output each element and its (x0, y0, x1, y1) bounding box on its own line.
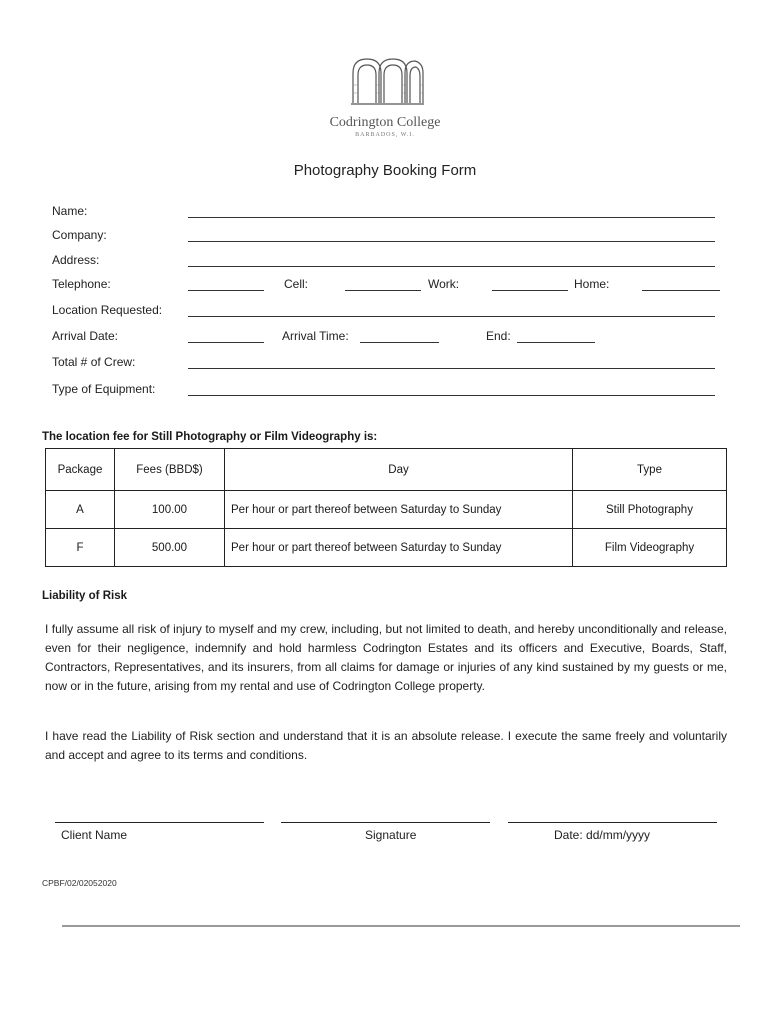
date-line[interactable] (508, 822, 717, 823)
crew-field[interactable] (188, 368, 715, 369)
form-title: Photography Booking Form (293, 162, 477, 179)
location-label: Location Requested: (52, 303, 163, 317)
day-cell: Per hour or part thereof between Saturday to Sunday (225, 529, 573, 567)
company-field[interactable] (188, 241, 715, 242)
cell-label: Cell: (284, 277, 309, 291)
type-cell: Still Photography (573, 491, 727, 529)
cell-field[interactable] (345, 290, 421, 291)
company-label: Company: (52, 228, 107, 242)
form-reference-code: CPBF/02/02052020 (42, 878, 117, 888)
package-cell: A (46, 491, 115, 529)
home-field[interactable] (642, 290, 720, 291)
liability-title: Liability of Risk (42, 590, 127, 602)
fee-table-caption: The location fee for Still Photography or Film Videography is: (42, 431, 378, 443)
name-label: Name: (52, 204, 88, 218)
type-cell: Film Videography (573, 529, 727, 567)
header-package: Package (46, 449, 115, 491)
header-day: Day (225, 449, 573, 491)
signature-label: Signature (365, 828, 417, 842)
arrival-time-field[interactable] (360, 342, 439, 343)
header-fees: Fees (BBD$) (115, 449, 225, 491)
header-type: Type (573, 449, 727, 491)
acknowledgement-paragraph: I have read the Liability of Risk section and understand that it is an absolute release. I execute the same freely and voluntarily and accept and agree to its terms and conditions. (45, 729, 727, 762)
bottom-divider (62, 925, 740, 927)
telephone-label: Telephone: (52, 277, 111, 291)
location-field[interactable] (188, 316, 715, 317)
telephone-field[interactable] (188, 290, 264, 291)
table-row (46, 491, 727, 529)
fee-cell: 500.00 (115, 529, 225, 567)
day-cell: Per hour or part thereof between Saturday to Sunday (225, 491, 573, 529)
fee-table (45, 448, 727, 567)
date-label: Date: dd/mm/yyyy (554, 828, 651, 842)
package-cell: F (46, 529, 115, 567)
codrington-college-logo (349, 55, 425, 105)
arrival-date-field[interactable] (188, 342, 264, 343)
table-row (46, 529, 727, 567)
address-field[interactable] (188, 266, 715, 267)
equipment-field[interactable] (188, 395, 715, 396)
fee-cell: 100.00 (115, 491, 225, 529)
client-name-line[interactable] (55, 822, 264, 823)
end-time-field[interactable] (517, 342, 595, 343)
liability-paragraph: I fully assume all risk of injury to myself and my crew, including, but not limited to death, and hereby unconditionally and release, even for their negligence, indemnify and hold harmless Codrington Estates and its officers and Executive, Boards, Staff, Contractors, Representatives, and its insurers, from all claims for damage or injuries of any kind sustained by my guests or me, now or in the future, arising from my rental and use of Codrington College property. (45, 622, 727, 693)
client-name-label: Client Name (61, 828, 128, 842)
college-location: BARBADOS, W.I. (355, 132, 415, 138)
work-label: Work: (428, 277, 460, 291)
arrival-time-label: Arrival Time: (282, 329, 349, 343)
work-field[interactable] (492, 290, 568, 291)
address-label: Address: (52, 253, 100, 267)
equipment-label: Type of Equipment: (52, 382, 156, 396)
name-field[interactable] (188, 217, 715, 218)
end-label: End: (486, 329, 511, 343)
crew-label: Total # of Crew: (52, 355, 136, 369)
college-name: Codrington College (329, 115, 441, 130)
arrival-date-label: Arrival Date: (52, 329, 119, 343)
home-label: Home: (574, 277, 610, 291)
fee-table-header-row (46, 449, 727, 491)
signature-line[interactable] (281, 822, 490, 823)
